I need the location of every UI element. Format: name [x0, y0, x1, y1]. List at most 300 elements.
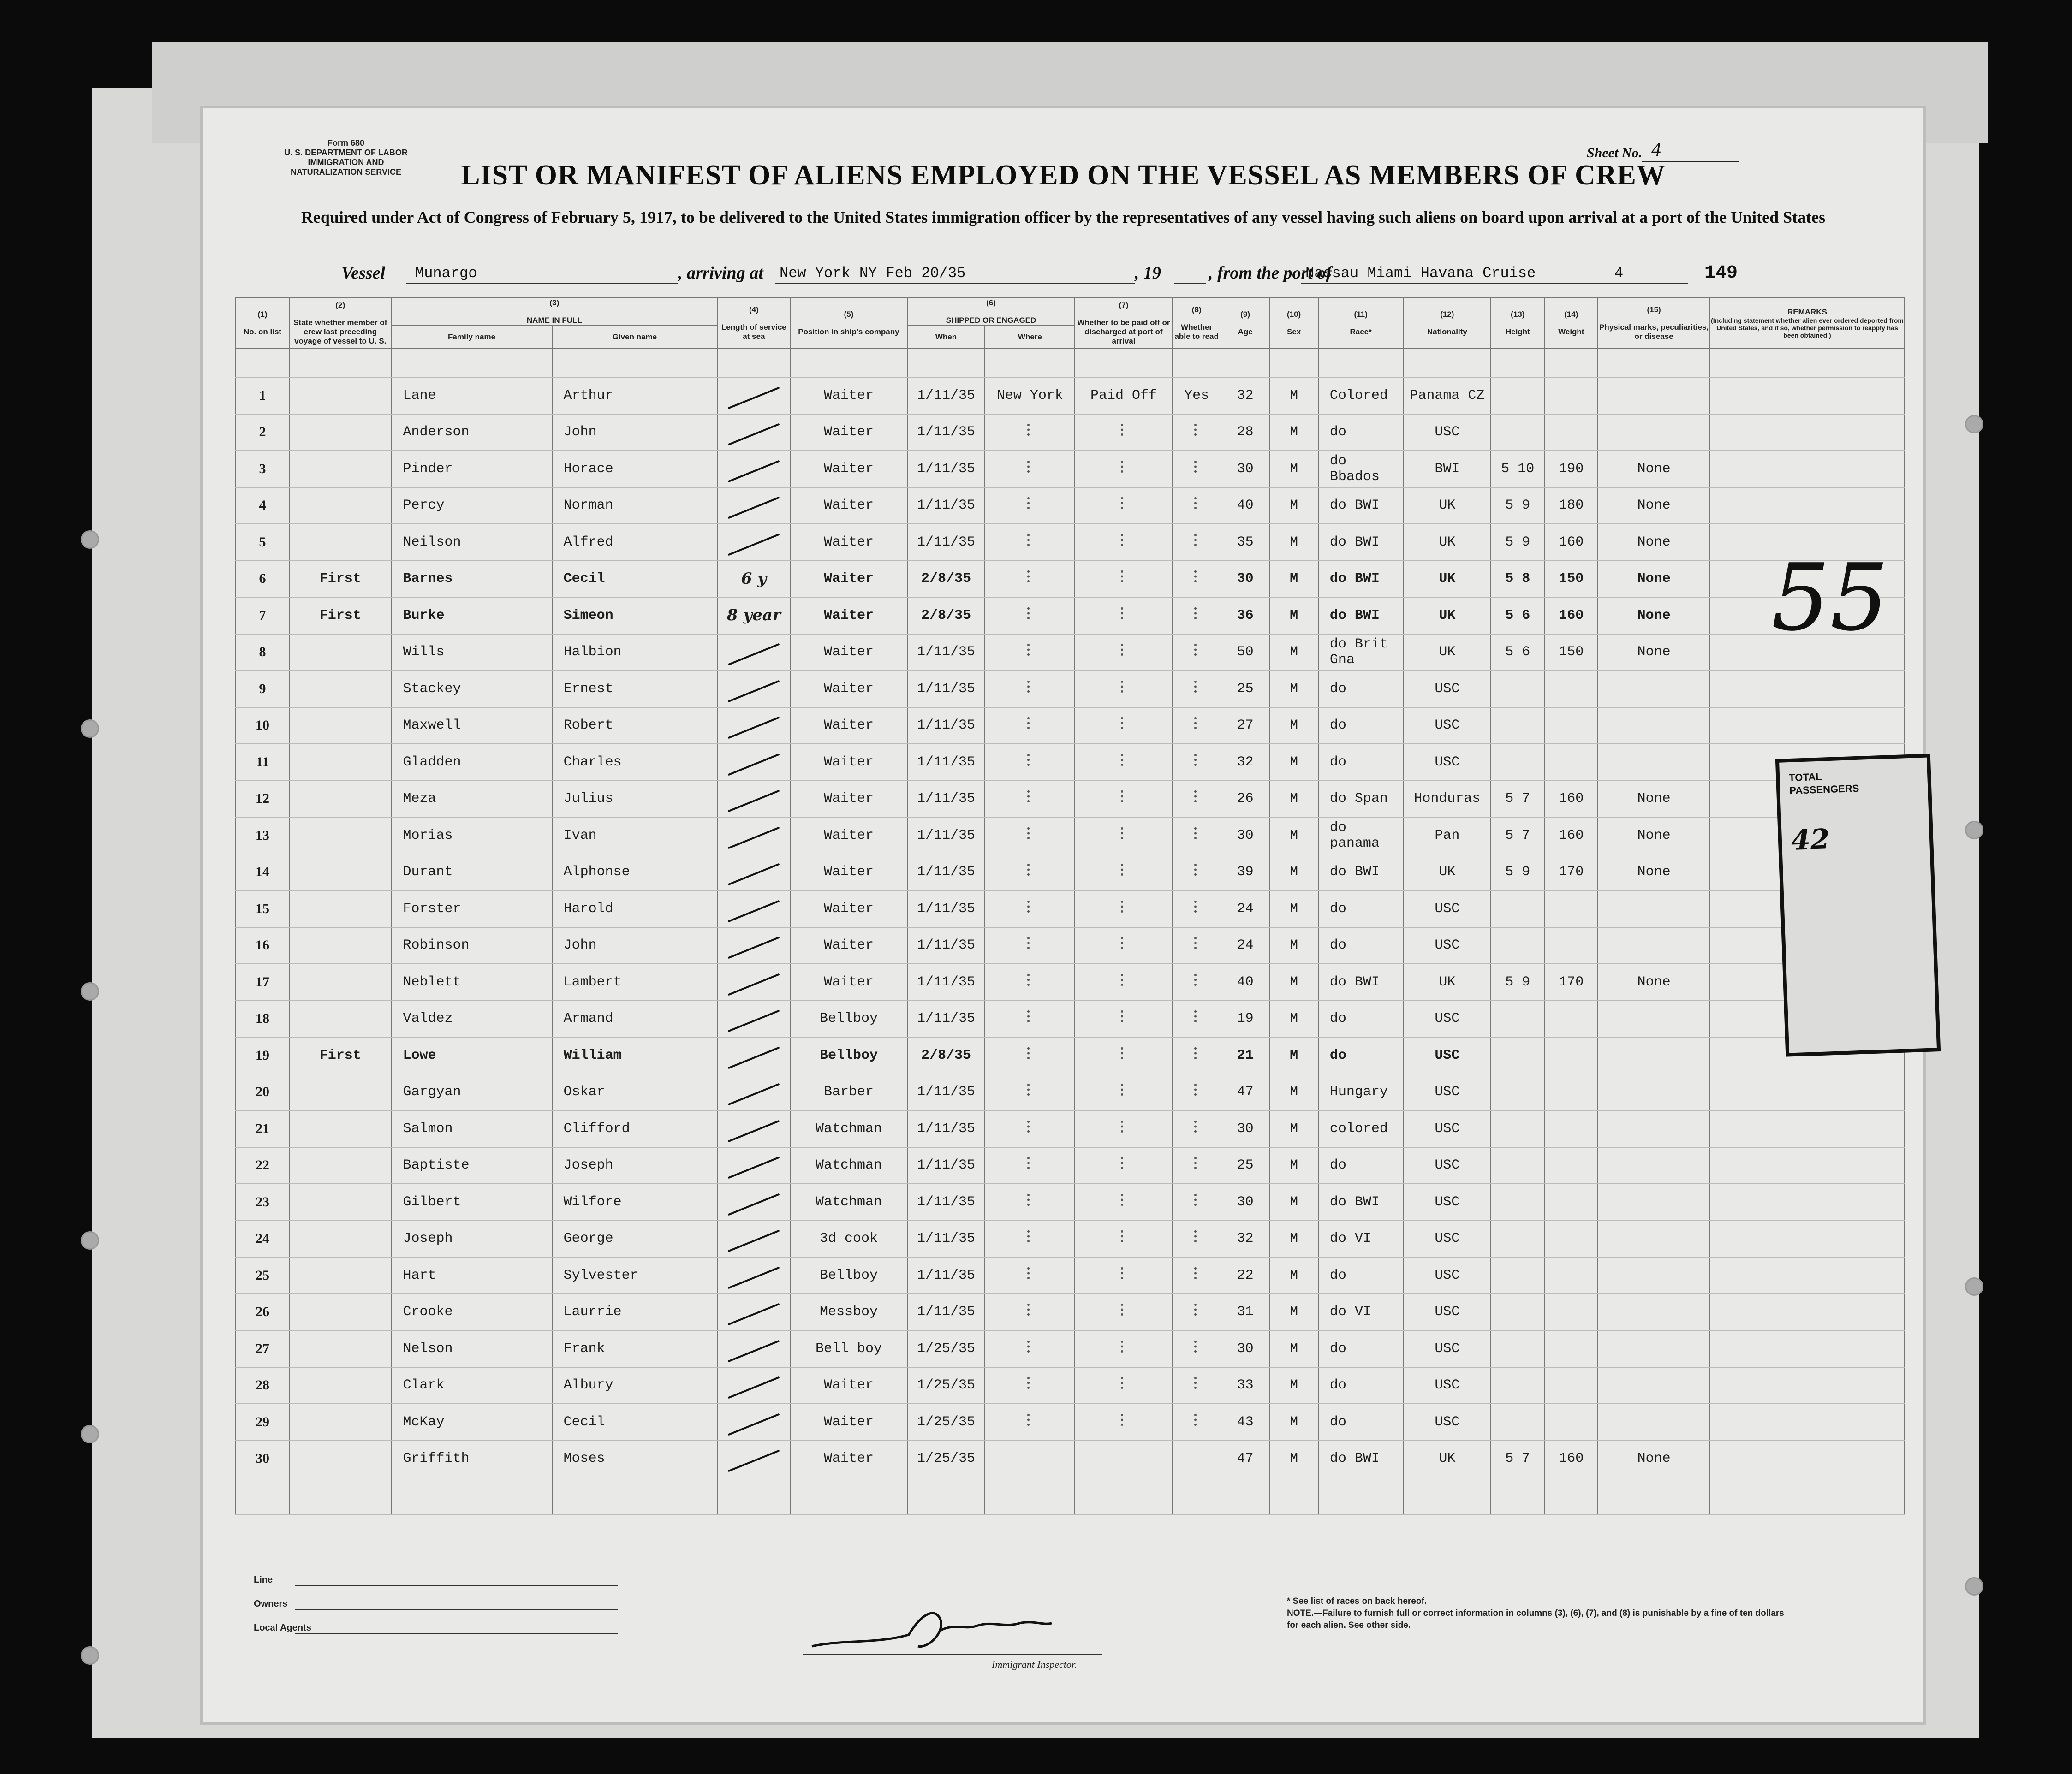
- year-label: , 19: [1135, 263, 1161, 283]
- position-cell: Waiter: [790, 561, 907, 598]
- able-to-read-cell: [1172, 1221, 1221, 1258]
- race-cell: do: [1318, 927, 1404, 964]
- remarks-cell: [1710, 1330, 1905, 1367]
- remarks-cell: [1710, 1257, 1905, 1294]
- length-of-service-cell: [717, 1074, 790, 1111]
- shipped-when-cell: 1/11/35: [907, 1221, 985, 1258]
- table-row: [236, 561, 1905, 598]
- col-remarks-header: REMARKS (Including statement whether alien ever ordered deported from United States, and if so, whether permission to reapply has been obtained.): [1710, 298, 1905, 349]
- family-name-cell: Clark: [392, 1367, 552, 1404]
- shipped-where-cell: [985, 1110, 1075, 1147]
- weight-cell: [1544, 1147, 1598, 1184]
- physical-marks-cell: [1598, 1330, 1710, 1367]
- sex-cell: M: [1269, 1001, 1318, 1038]
- shipped-when-cell: 1/11/35: [907, 634, 985, 671]
- shipped-where-cell: [985, 1404, 1075, 1441]
- able-to-read-cell: [1172, 414, 1221, 451]
- ditto-mark: [1027, 901, 1032, 913]
- physical-marks-cell: None: [1598, 817, 1710, 854]
- list-number-cell: 3: [236, 451, 289, 487]
- shipped-when-cell: 1/11/35: [907, 744, 985, 781]
- shipped-when-cell: 1/11/35: [907, 1257, 985, 1294]
- age-cell: 24: [1221, 927, 1269, 964]
- prev-voyage-cell: [289, 890, 392, 927]
- shipped-when-cell: 2/8/35: [907, 1037, 985, 1074]
- prev-voyage-cell: [289, 927, 392, 964]
- ditto-mark: [1027, 937, 1032, 949]
- position-cell: Waiter: [790, 377, 907, 414]
- col-prev-voyage-header: (2) State whether member of crew last preceding voyage of vessel to U. S.: [289, 298, 392, 349]
- age-cell: 28: [1221, 414, 1269, 451]
- col-marks-header: (15) Physical marks, peculiarities, or disease: [1598, 298, 1710, 349]
- col-where-header: Where: [985, 326, 1075, 349]
- shipped-where-cell: [985, 927, 1075, 964]
- department: U. S. DEPARTMENT OF LABOR: [284, 148, 408, 157]
- nationality-cell: USC: [1403, 927, 1491, 964]
- ditto-mark: [1194, 974, 1199, 986]
- remarks-cell: [1710, 1294, 1905, 1331]
- shipped-where-cell: [985, 1001, 1075, 1038]
- age-cell: 26: [1221, 781, 1269, 818]
- ditto-mark: [1121, 974, 1126, 986]
- length-of-service-cell: [717, 1037, 790, 1074]
- col-shipped-header: (6) SHIPPED OR ENGAGED: [907, 298, 1075, 326]
- list-number-cell: 13: [236, 817, 289, 854]
- able-to-read-cell: [1172, 1147, 1221, 1184]
- able-to-read-cell: [1172, 1110, 1221, 1147]
- table-row: [236, 1037, 1905, 1074]
- height-cell: [1491, 1367, 1544, 1404]
- nationality-cell: USC: [1403, 1110, 1491, 1147]
- sex-cell: M: [1269, 890, 1318, 927]
- given-name-cell: Sylvester: [552, 1257, 718, 1294]
- family-name-cell: Baptiste: [392, 1147, 552, 1184]
- given-name-cell: Halbion: [552, 634, 718, 671]
- table-row: [236, 927, 1905, 964]
- line-label: Line: [254, 1575, 273, 1585]
- length-of-service-cell: [717, 854, 790, 891]
- shipped-when-cell: 1/11/35: [907, 487, 985, 524]
- shipped-when-cell: 1/11/35: [907, 414, 985, 451]
- family-name-cell: Neilson: [392, 524, 552, 561]
- ditto-mark: [1027, 974, 1032, 986]
- ditto-mark: [1121, 1304, 1126, 1316]
- ditto-mark: [1121, 1010, 1126, 1022]
- given-name-cell: Arthur: [552, 377, 718, 414]
- race-cell: do: [1318, 1147, 1404, 1184]
- ditto-mark: [1121, 1267, 1126, 1279]
- position-cell: Waiter: [790, 634, 907, 671]
- family-name-cell: Neblett: [392, 964, 552, 1001]
- race-cell: do: [1318, 1257, 1404, 1294]
- prev-voyage-cell: [289, 1404, 392, 1441]
- ditto-mark: [1027, 1084, 1032, 1096]
- remarks-cell: [1710, 1110, 1905, 1147]
- ditto-mark: [1194, 1084, 1199, 1096]
- remarks-cell: [1710, 487, 1905, 524]
- able-to-read-cell: [1172, 1001, 1221, 1038]
- check-stroke: [728, 1450, 780, 1472]
- table-row: [236, 890, 1905, 927]
- remarks-cell: [1710, 707, 1905, 744]
- ditto-mark: [1194, 497, 1199, 509]
- list-number-cell: 12: [236, 781, 289, 818]
- sex-cell: M: [1269, 1441, 1318, 1477]
- shipped-when-cell: 1/11/35: [907, 1147, 985, 1184]
- given-name-cell: Wilfore: [552, 1184, 718, 1221]
- physical-marks-cell: None: [1598, 597, 1710, 634]
- col-height-header: (13) Height: [1491, 298, 1544, 349]
- vessel-label: Vessel: [341, 263, 385, 283]
- weight-cell: [1544, 1404, 1598, 1441]
- family-name-cell: Durant: [392, 854, 552, 891]
- sex-cell: M: [1269, 1294, 1318, 1331]
- sex-cell: M: [1269, 927, 1318, 964]
- shipped-when-cell: 1/11/35: [907, 964, 985, 1001]
- given-name-cell: Joseph: [552, 1147, 718, 1184]
- list-number-cell: 30: [236, 1441, 289, 1477]
- paid-off-cell: [1075, 1257, 1172, 1294]
- prev-voyage-cell: [289, 854, 392, 891]
- ditto-mark: [1027, 1010, 1032, 1022]
- sex-cell: M: [1269, 781, 1318, 818]
- page-subtitle: Required under Act of Congress of February 5, 1917, to be delivered to the United States immigration officer by the representatives of any vessel having such aliens on board upon arrival at a port of the United States: [301, 208, 1826, 226]
- table-row: [236, 854, 1905, 891]
- given-name-cell: Alphonse: [552, 854, 718, 891]
- ditto-mark: [1027, 790, 1032, 802]
- shipped-when-cell: 1/11/35: [907, 890, 985, 927]
- ditto-mark: [1121, 1047, 1126, 1059]
- blank-row: [236, 1477, 1905, 1515]
- prev-voyage-cell: [289, 1330, 392, 1367]
- family-name-cell: Lane: [392, 377, 552, 414]
- physical-marks-cell: None: [1598, 634, 1710, 671]
- family-name-cell: Robinson: [392, 927, 552, 964]
- shipped-where-cell: [985, 1441, 1075, 1477]
- age-cell: 30: [1221, 561, 1269, 598]
- position-cell: Bellboy: [790, 1001, 907, 1038]
- sex-cell: M: [1269, 707, 1318, 744]
- age-cell: 30: [1221, 451, 1269, 487]
- family-name-cell: Gilbert: [392, 1184, 552, 1221]
- physical-marks-cell: [1598, 1257, 1710, 1294]
- shipped-where-cell: [985, 1037, 1075, 1074]
- position-cell: Barber: [790, 1074, 907, 1111]
- check-stroke: [728, 1193, 780, 1216]
- check-stroke: [728, 1303, 780, 1326]
- length-of-service-cell: [717, 1110, 790, 1147]
- check-stroke: [728, 717, 780, 739]
- shipped-when-cell: 1/11/35: [907, 927, 985, 964]
- nationality-cell: USC: [1403, 1184, 1491, 1221]
- list-number-cell: 29: [236, 1404, 289, 1441]
- able-to-read-cell: [1172, 817, 1221, 854]
- family-name-cell: Nelson: [392, 1330, 552, 1367]
- prev-voyage-cell: [289, 781, 392, 818]
- given-name-cell: Simeon: [552, 597, 718, 634]
- prev-voyage-cell: [289, 634, 392, 671]
- ditto-mark: [1027, 1341, 1032, 1353]
- physical-marks-cell: [1598, 1184, 1710, 1221]
- shipped-when-cell: 2/8/35: [907, 597, 985, 634]
- ditto-mark: [1121, 534, 1126, 546]
- age-cell: 30: [1221, 1330, 1269, 1367]
- race-cell: Colored: [1318, 377, 1404, 414]
- position-cell: Waiter: [790, 1367, 907, 1404]
- table-row: [236, 1184, 1905, 1221]
- height-cell: [1491, 414, 1544, 451]
- check-stroke: [728, 753, 780, 776]
- ditto-mark: [1121, 644, 1126, 656]
- ditto-mark: [1194, 1341, 1199, 1353]
- ditto-mark: [1121, 1194, 1126, 1206]
- punch-hole: [81, 1231, 99, 1250]
- page-title: LIST OR MANIFEST OF ALIENS EMPLOYED ON THE VESSEL AS MEMBERS OF CREW: [461, 160, 1666, 191]
- weight-cell: 160: [1544, 781, 1598, 818]
- crew-table: [235, 297, 1905, 1515]
- sex-cell: M: [1269, 964, 1318, 1001]
- length-of-service-cell: [717, 377, 790, 414]
- age-cell: 40: [1221, 964, 1269, 1001]
- ditto-mark: [1194, 901, 1199, 913]
- race-cell: do: [1318, 1037, 1404, 1074]
- shipped-where-cell: [985, 854, 1075, 891]
- paid-off-cell: [1075, 634, 1172, 671]
- weight-cell: [1544, 927, 1598, 964]
- shipped-when-cell: 1/11/35: [907, 1110, 985, 1147]
- ditto-mark: [1027, 717, 1032, 729]
- from-port: Nassau Miami Havana Cruise: [1305, 265, 1536, 282]
- ditto-mark: [1194, 1414, 1199, 1426]
- race-cell: do VI: [1318, 1221, 1404, 1258]
- col-weight-header: (14) Weight: [1544, 298, 1598, 349]
- prev-voyage-cell: [289, 1147, 392, 1184]
- prev-voyage-cell: [289, 1294, 392, 1331]
- ditto-mark: [1027, 1230, 1032, 1242]
- manifest-page: [203, 108, 1923, 1722]
- form-number: Form 680: [327, 138, 365, 148]
- able-to-read-cell: [1172, 707, 1221, 744]
- prev-voyage-cell: [289, 1441, 392, 1477]
- able-to-read-cell: [1172, 1404, 1221, 1441]
- service-note: 6 y: [741, 569, 767, 588]
- able-to-read-cell: [1172, 561, 1221, 598]
- race-cell: do: [1318, 670, 1404, 707]
- given-name-cell: Harold: [552, 890, 718, 927]
- list-number-cell: 8: [236, 634, 289, 671]
- physical-marks-cell: None: [1598, 854, 1710, 891]
- length-of-service-cell: [717, 597, 790, 634]
- remarks-cell: [1710, 1441, 1905, 1477]
- race-cell: do: [1318, 744, 1404, 781]
- fine-note: NOTE.—Failure to furnish full or correct information in columns (3), (6), (7), and (8) is punishable by a fine of ten dollars for each alien. See other side.: [1287, 1608, 1784, 1630]
- list-number-cell: 22: [236, 1147, 289, 1184]
- ditto-mark: [1027, 1377, 1032, 1389]
- physical-marks-cell: None: [1598, 487, 1710, 524]
- list-number-cell: 20: [236, 1074, 289, 1111]
- ditto-mark: [1027, 461, 1032, 473]
- race-cell: do: [1318, 707, 1404, 744]
- weight-cell: [1544, 1001, 1598, 1038]
- able-to-read-cell: [1172, 1294, 1221, 1331]
- shipped-where-cell: [985, 597, 1075, 634]
- table-row: [236, 524, 1905, 561]
- ditto-mark: [1121, 570, 1126, 582]
- prev-voyage-cell: [289, 1110, 392, 1147]
- given-name-cell: Cecil: [552, 1404, 718, 1441]
- physical-marks-cell: None: [1598, 1441, 1710, 1477]
- length-of-service-cell: [717, 1441, 790, 1477]
- age-cell: 47: [1221, 1074, 1269, 1111]
- position-cell: Watchman: [790, 1110, 907, 1147]
- weight-cell: [1544, 670, 1598, 707]
- vessel-name: Munargo: [415, 265, 477, 282]
- ditto-mark: [1027, 497, 1032, 509]
- physical-marks-cell: [1598, 670, 1710, 707]
- height-cell: [1491, 377, 1544, 414]
- ditto-mark: [1121, 461, 1126, 473]
- given-name-cell: Albury: [552, 1367, 718, 1404]
- position-cell: Waiter: [790, 854, 907, 891]
- paid-off-cell: [1075, 451, 1172, 487]
- check-stroke: [728, 863, 780, 886]
- nationality-cell: USC: [1403, 1367, 1491, 1404]
- shipped-where-cell: [985, 1147, 1075, 1184]
- age-cell: 27: [1221, 707, 1269, 744]
- shipped-when-cell: 1/11/35: [907, 707, 985, 744]
- ditto-mark: [1121, 754, 1126, 766]
- weight-cell: [1544, 1367, 1598, 1404]
- shipped-where-cell: [985, 744, 1075, 781]
- height-cell: 5 10: [1491, 451, 1544, 487]
- check-stroke: [728, 973, 780, 996]
- physical-marks-cell: [1598, 890, 1710, 927]
- position-cell: Waiter: [790, 707, 907, 744]
- ditto-mark: [1121, 497, 1126, 509]
- given-name-cell: Ivan: [552, 817, 718, 854]
- family-name-cell: Joseph: [392, 1221, 552, 1258]
- ditto-mark: [1027, 424, 1032, 436]
- list-number-cell: 27: [236, 1330, 289, 1367]
- stamp-count: 42: [1790, 823, 1830, 857]
- race-cell: do Span: [1318, 781, 1404, 818]
- position-cell: 3d cook: [790, 1221, 907, 1258]
- ditto-mark: [1194, 1304, 1199, 1316]
- given-name-cell: Oskar: [552, 1074, 718, 1111]
- shipped-where-cell: [985, 487, 1075, 524]
- remarks-cell: [1710, 414, 1905, 451]
- family-name-cell: Forster: [392, 890, 552, 927]
- list-number-cell: 26: [236, 1294, 289, 1331]
- nationality-cell: Panama CZ: [1403, 377, 1491, 414]
- list-number-cell: 18: [236, 1001, 289, 1038]
- physical-marks-cell: None: [1598, 964, 1710, 1001]
- ditto-mark: [1194, 790, 1199, 802]
- length-of-service-cell: [717, 927, 790, 964]
- ditto-mark: [1121, 790, 1126, 802]
- race-cell: do BWI: [1318, 524, 1404, 561]
- col-paid-header: (7) Whether to be paid off or discharged at port of arrival: [1075, 298, 1172, 349]
- weight-cell: [1544, 414, 1598, 451]
- table-row: [236, 1110, 1905, 1147]
- weight-cell: [1544, 1110, 1598, 1147]
- weight-cell: 160: [1544, 1441, 1598, 1477]
- nationality-cell: USC: [1403, 707, 1491, 744]
- age-cell: 33: [1221, 1367, 1269, 1404]
- check-stroke: [728, 643, 780, 666]
- check-stroke: [728, 680, 780, 702]
- height-cell: 5 7: [1491, 1441, 1544, 1477]
- able-to-read-cell: [1172, 1184, 1221, 1221]
- shipped-when-cell: 1/11/35: [907, 377, 985, 414]
- race-note: * See list of races on back hereof.: [1287, 1596, 1427, 1606]
- ditto-mark: [1027, 1267, 1032, 1279]
- age-cell: 32: [1221, 1221, 1269, 1258]
- height-cell: 5 9: [1491, 854, 1544, 891]
- remarks-cell: [1710, 1184, 1905, 1221]
- height-cell: 5 7: [1491, 781, 1544, 818]
- shipped-when-cell: 1/25/35: [907, 1330, 985, 1367]
- length-of-service-cell: [717, 817, 790, 854]
- inspector-label: Immigrant Inspector.: [992, 1659, 1077, 1670]
- remarks-cell: [1710, 1367, 1905, 1404]
- age-cell: 30: [1221, 1110, 1269, 1147]
- position-cell: Waiter: [790, 487, 907, 524]
- shipped-when-cell: 2/8/35: [907, 561, 985, 598]
- position-cell: Waiter: [790, 817, 907, 854]
- list-number-cell: 24: [236, 1221, 289, 1258]
- height-cell: [1491, 1330, 1544, 1367]
- weight-cell: 150: [1544, 634, 1598, 671]
- prev-voyage-cell: First: [289, 561, 392, 598]
- shipped-where-cell: [985, 1074, 1075, 1111]
- length-of-service-cell: [717, 1001, 790, 1038]
- margin-mark: 55: [1771, 544, 1889, 652]
- position-cell: Waiter: [790, 524, 907, 561]
- paid-off-cell: [1075, 927, 1172, 964]
- check-stroke: [728, 1120, 780, 1142]
- list-number-cell: 17: [236, 964, 289, 1001]
- ditto-mark: [1194, 1194, 1199, 1206]
- family-name-cell: Salmon: [392, 1110, 552, 1147]
- race-cell: do BWI: [1318, 1441, 1404, 1477]
- check-stroke: [728, 1340, 780, 1362]
- ditto-mark: [1194, 1267, 1199, 1279]
- prev-voyage-cell: [289, 1074, 392, 1111]
- check-stroke: [728, 533, 780, 556]
- ditto-mark: [1194, 1377, 1199, 1389]
- shipped-when-cell: 1/11/35: [907, 1294, 985, 1331]
- family-name-cell: Stackey: [392, 670, 552, 707]
- weight-cell: 170: [1544, 854, 1598, 891]
- position-cell: Messboy: [790, 1294, 907, 1331]
- paid-off-cell: [1075, 414, 1172, 451]
- height-cell: [1491, 744, 1544, 781]
- position-cell: Waiter: [790, 781, 907, 818]
- paid-off-cell: [1075, 1367, 1172, 1404]
- age-cell: 40: [1221, 487, 1269, 524]
- paid-off-cell: [1075, 524, 1172, 561]
- shipped-when-cell: 1/11/35: [907, 1001, 985, 1038]
- weight-cell: [1544, 1257, 1598, 1294]
- ditto-mark: [1194, 827, 1199, 839]
- punch-hole: [1965, 821, 1983, 839]
- ditto-mark: [1194, 607, 1199, 619]
- physical-marks-cell: [1598, 1404, 1710, 1441]
- sex-cell: M: [1269, 487, 1318, 524]
- nationality-cell: USC: [1403, 1147, 1491, 1184]
- position-cell: Waiter: [790, 414, 907, 451]
